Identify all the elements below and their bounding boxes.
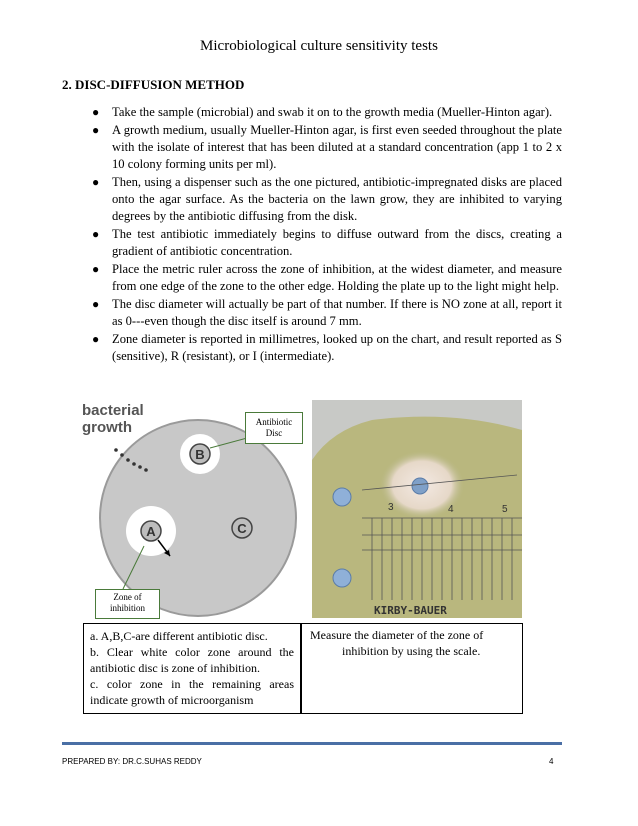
list-item: ● Then, using a dispenser such as the one pictured, antibiotic-impregnated disks are placed onto the agar surface. As the bacteria on the lawn grow, they are inhibited to varying degrees by the antibiotic diffusing from the disk.: [92, 175, 562, 223]
bullet-list: [92, 104, 562, 366]
disc-lower: [333, 569, 351, 587]
page-title: Microbiological culture sensitivity tests: [200, 38, 438, 54]
disc-a-label: A: [146, 524, 156, 539]
list-item: ● A growth medium, usually Mueller-Hinton agar, is first even seeded throughout the plate with the isolate of interest that has been diluted at a standard concentration (app 1 to 2 x 10 colony forming units per ml).: [92, 123, 562, 171]
list-item: ● Place the metric ruler across the zone of inhibition, at the widest diameter, and measure from one edge of the zone to the other edge. Holding the plate up to the light might help.: [92, 262, 562, 293]
diagram-caption: a. A,B,C-are different antibiotic disc. b. Clear white color zone around the antibiotic disc is zone of inhibition. c. color zone in the remaining areas indicate growth of microorganism: [83, 623, 301, 714]
bullet-icon: ●: [92, 297, 100, 311]
photo-caption: Measure the diameter of the zone of inhibition by using the scale.: [301, 623, 523, 714]
ruler-mark-3: 3: [388, 502, 394, 513]
list-item: ● The disc diameter will actually be part of that number. If there is NO zone at all, report it as 0---even though the disc itself is around 7 mm.: [92, 297, 562, 328]
disc-c-label: C: [237, 521, 247, 536]
bullet-icon: ●: [92, 105, 100, 119]
footer-divider: [62, 742, 562, 745]
list-item: ● Take the sample (microbial) and swab it on to the growth media (Mueller-Hinton agar).: [92, 105, 553, 119]
list-item: ● The test antibiotic immediately begins to diffuse outward from the discs, creating a gradient of antibiotic concentration.: [92, 227, 562, 258]
bullet-icon: ●: [92, 175, 100, 189]
section-heading: 2. DISC-DIFFUSION METHOD: [62, 77, 245, 92]
bullet-icon: ●: [92, 123, 100, 137]
photo-illustration: [312, 400, 522, 618]
page-number: 4: [549, 757, 554, 766]
antibiotic-disc-callout: Antibiotic Disc: [245, 412, 303, 444]
disc-upper: [412, 478, 428, 494]
kirby-bauer-photo: [312, 400, 522, 618]
bullet-icon: ●: [92, 262, 100, 276]
list-item: ● Zone diameter is reported in millimetres, looked up on the chart, and result reported as S (sensitive), R (resistant), or I (intermediate).: [92, 332, 562, 363]
bullet-icon: ●: [92, 332, 100, 346]
footer-author: PREPARED BY: DR.C.SUHAS REDDY: [62, 757, 202, 766]
zone-of-inhibition-callout: Zone of inhibition: [95, 589, 160, 619]
ruler-mark-4: 4: [448, 504, 454, 515]
bullet-icon: ●: [92, 227, 100, 241]
ruler-mark-5: 5: [502, 504, 508, 515]
bacterial-growth-label: bacterial growth: [82, 402, 144, 436]
disc-b-label: B: [195, 447, 205, 462]
disc-left: [333, 488, 351, 506]
kirby-bauer-label: KIRBY-BAUER: [374, 604, 447, 617]
